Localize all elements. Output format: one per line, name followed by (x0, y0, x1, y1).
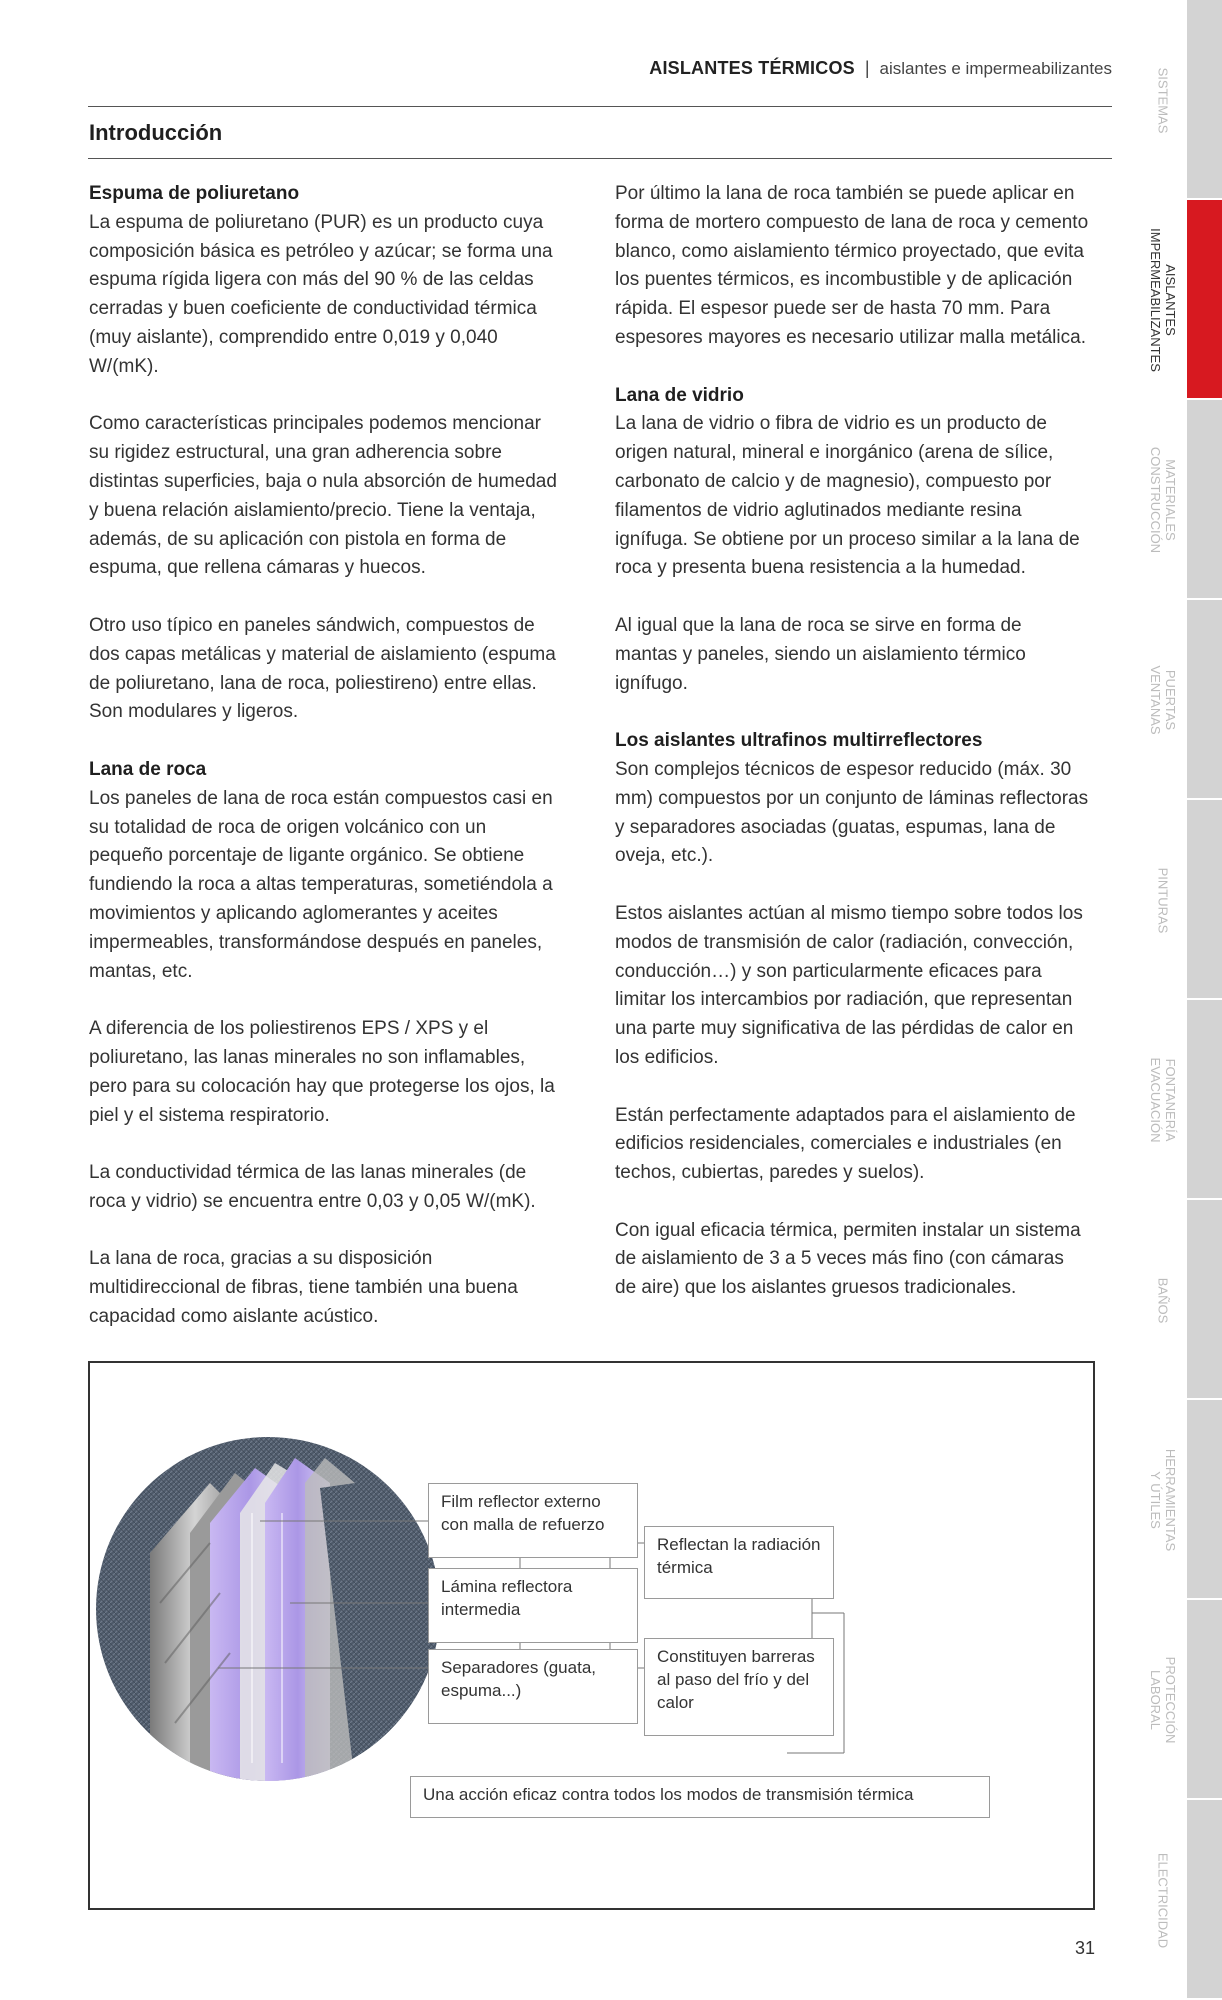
section-tab-8[interactable] (1187, 1400, 1222, 1600)
section-tab-6[interactable] (1187, 1000, 1222, 1200)
layer-label-separadores: Separadores (guata, espuma...) (428, 1649, 638, 1724)
title-rule (88, 158, 1112, 159)
layer-label-lamina: Lámina reflectora intermedia (428, 1568, 638, 1643)
paragraph: Con igual eficacia térmica, permiten instalar un sistema de aislamiento de 3 a 5 veces más fino (con cámaras de aire) que los aislantes gruesos tradicionales. (615, 1219, 1081, 1299)
header-section: AISLANTES TÉRMICOS (649, 58, 855, 78)
section-heading-lana-roca: Lana de roca (89, 758, 207, 780)
header-separator: | (864, 58, 870, 78)
paragraph: La lana de vidrio o fibra de vidrio es un producto de origen natural, mineral e inorgánico (arena de sílice, carbonato de calcio y de magnesio), compuesto por filamentos de vidrio aglutinados mediante resina ignífuga. Se obtiene por un proceso similar a la lana de roca y presenta buena resistencia a la humedad. (615, 413, 1080, 579)
left-column (89, 180, 563, 1361)
section-tab-5[interactable] (1187, 800, 1222, 1000)
paragraph: Estos aislantes actúan al mismo tiempo sobre todos los modos de transmisión de calor (radiación, convección, conducción…) y son particularmente eficaces para limitar los intercambios por radiación, que representan una parte muy significativa de las pérdidas de calor en los edificios. (615, 902, 1083, 1068)
section-tab-label: AISLANTES IMPERMEABILIZANTES (1148, 228, 1178, 372)
right-column (615, 180, 1089, 1332)
paragraph: Por último la lana de roca también se puede aplicar en forma de mortero compuesto de lana de roca y cemento blanco, como aislamiento térmico proyectado, que evita los puentes térmicos, es incombustible y de aplicación rápida. El espesor puede ser de hasta 70 mm. Para espesores mayores es necesario utilizar malla metálica. (615, 183, 1089, 348)
section-tab-label: FONTANERÍA EVACUACIÓN (1148, 1057, 1178, 1143)
section-tab-label: SISTEMAS (1155, 67, 1171, 133)
page-number: 31 (1075, 1938, 1096, 1958)
paragraph: Los paneles de lana de roca están compuestos casi en su totalidad de roca de origen volcánico con un pequeño porcentaje de ligante orgánico. Se obtiene fundiendo la roca a altas temperaturas, sometiéndola a movimientos y aplicando aglomerantes y aceites impermeables, transformándose después en paneles, mantas, etc. (89, 787, 553, 982)
section-heading-ultrafinos: Los aislantes ultrafinos multirreflectores (615, 730, 983, 752)
section-tab-label: PINTURAS (1155, 867, 1171, 933)
paragraph: A diferencia de los poliestirenos EPS / XPS y el poliuretano, las lanas minerales no son inflamables, pero para su colocación hay que protegerse los ojos, la piel y el sistema respiratorio. (89, 1018, 555, 1126)
paragraph: La conductividad térmica de las lanas minerales (de roca y vidrio) se encuentra entre 0,03 y 0,05 W/(mK). (89, 1162, 536, 1212)
insulation-diagram (88, 1361, 1095, 1910)
paragraph: La lana de roca, gracias a su disposición multidireccional de fibras, tiene también una buena capacidad como aislante acústico. (89, 1248, 518, 1328)
layer-label-film: Film reflector externo con malla de refuerzo (428, 1483, 638, 1558)
section-tab-4[interactable] (1187, 600, 1222, 800)
effect-label-reflectan: Reflectan la radiación térmica (644, 1526, 834, 1599)
section-tab-label: HERRAMIENTAS Y ÚTILES (1148, 1448, 1178, 1552)
paragraph: Otro uso típico en paneles sándwich, compuestos de dos capas metálicas y material de aislamiento (espuma de poliuretano, lana de roca, poliestireno) entre ellas. Son modulares y ligeros. (89, 614, 556, 723)
paragraph: Al igual que la lana de roca se sirve en forma de mantas y paneles, siendo un aislamiento térmico ignífugo. (615, 614, 1026, 694)
section-tab-1[interactable] (1187, 0, 1222, 200)
paragraph: Como características principales podemos mencionar su rigidez estructural, una gran adherencia sobre distintas superficies, baja o nula absorción de humedad y buena relación aislamiento/precio. Tiene la ventaja, además, de su aplicación con pistola en forma de espuma, que rellena cámaras y huecos. (89, 413, 557, 579)
paragraph: Son complejos técnicos de espesor reducido (máx. 30 mm) compuestos por un conjunto de láminas reflectoras y separadores asociadas (guatas, espumas, lana de oveja, etc.). (615, 758, 1089, 867)
page-title: Introducción (89, 120, 223, 145)
header-subsection: aislantes e impermeabilizantes (879, 59, 1112, 78)
paragraph: La espuma de poliuretano (PUR) es un producto cuya composición básica es petróleo y azúcar; se forma una espuma rígida ligera con más del 90 % de las celdas cerradas y buen coeficiente de conductividad térmica (muy aislante), comprendido entre 0,019 y 0,040 W/(mK). (89, 211, 553, 377)
section-tab-label: PROTECCIÓN LABORAL (1148, 1656, 1178, 1744)
section-tabs (1187, 0, 1222, 2000)
effect-label-barreras: Constituyen barreras al paso del frío y del calor (644, 1638, 834, 1736)
section-tab-label: MATERIALES CONSTRUCCIÓN (1148, 446, 1178, 554)
header-rule (88, 106, 1112, 107)
section-tab-label: PUERTAS VENTANAS (1148, 665, 1178, 735)
section-tab-9[interactable] (1187, 1600, 1222, 1800)
section-tab-label: BAÑOS (1155, 1277, 1171, 1323)
summary-label: Una acción eficaz contra todos los modos de transmisión térmica (410, 1776, 990, 1818)
section-tab-2[interactable] (1187, 200, 1222, 400)
section-heading-pur: Espuma de poliuretano (89, 183, 300, 204)
section-tab-7[interactable] (1187, 1200, 1222, 1400)
section-heading-lana-vidrio: Lana de vidrio (615, 384, 744, 406)
insulation-sample-image (90, 1423, 450, 1803)
section-tab-3[interactable] (1187, 400, 1222, 600)
section-tab-10[interactable] (1187, 1800, 1222, 2000)
paragraph: Están perfectamente adaptados para el aislamiento de edificios residenciales, comerciales e industriales (en techos, cubiertas, paredes y suelos). (615, 1104, 1076, 1184)
page-header (88, 58, 1112, 79)
section-tab-label: ELECTRICIDAD (1155, 1852, 1171, 1948)
